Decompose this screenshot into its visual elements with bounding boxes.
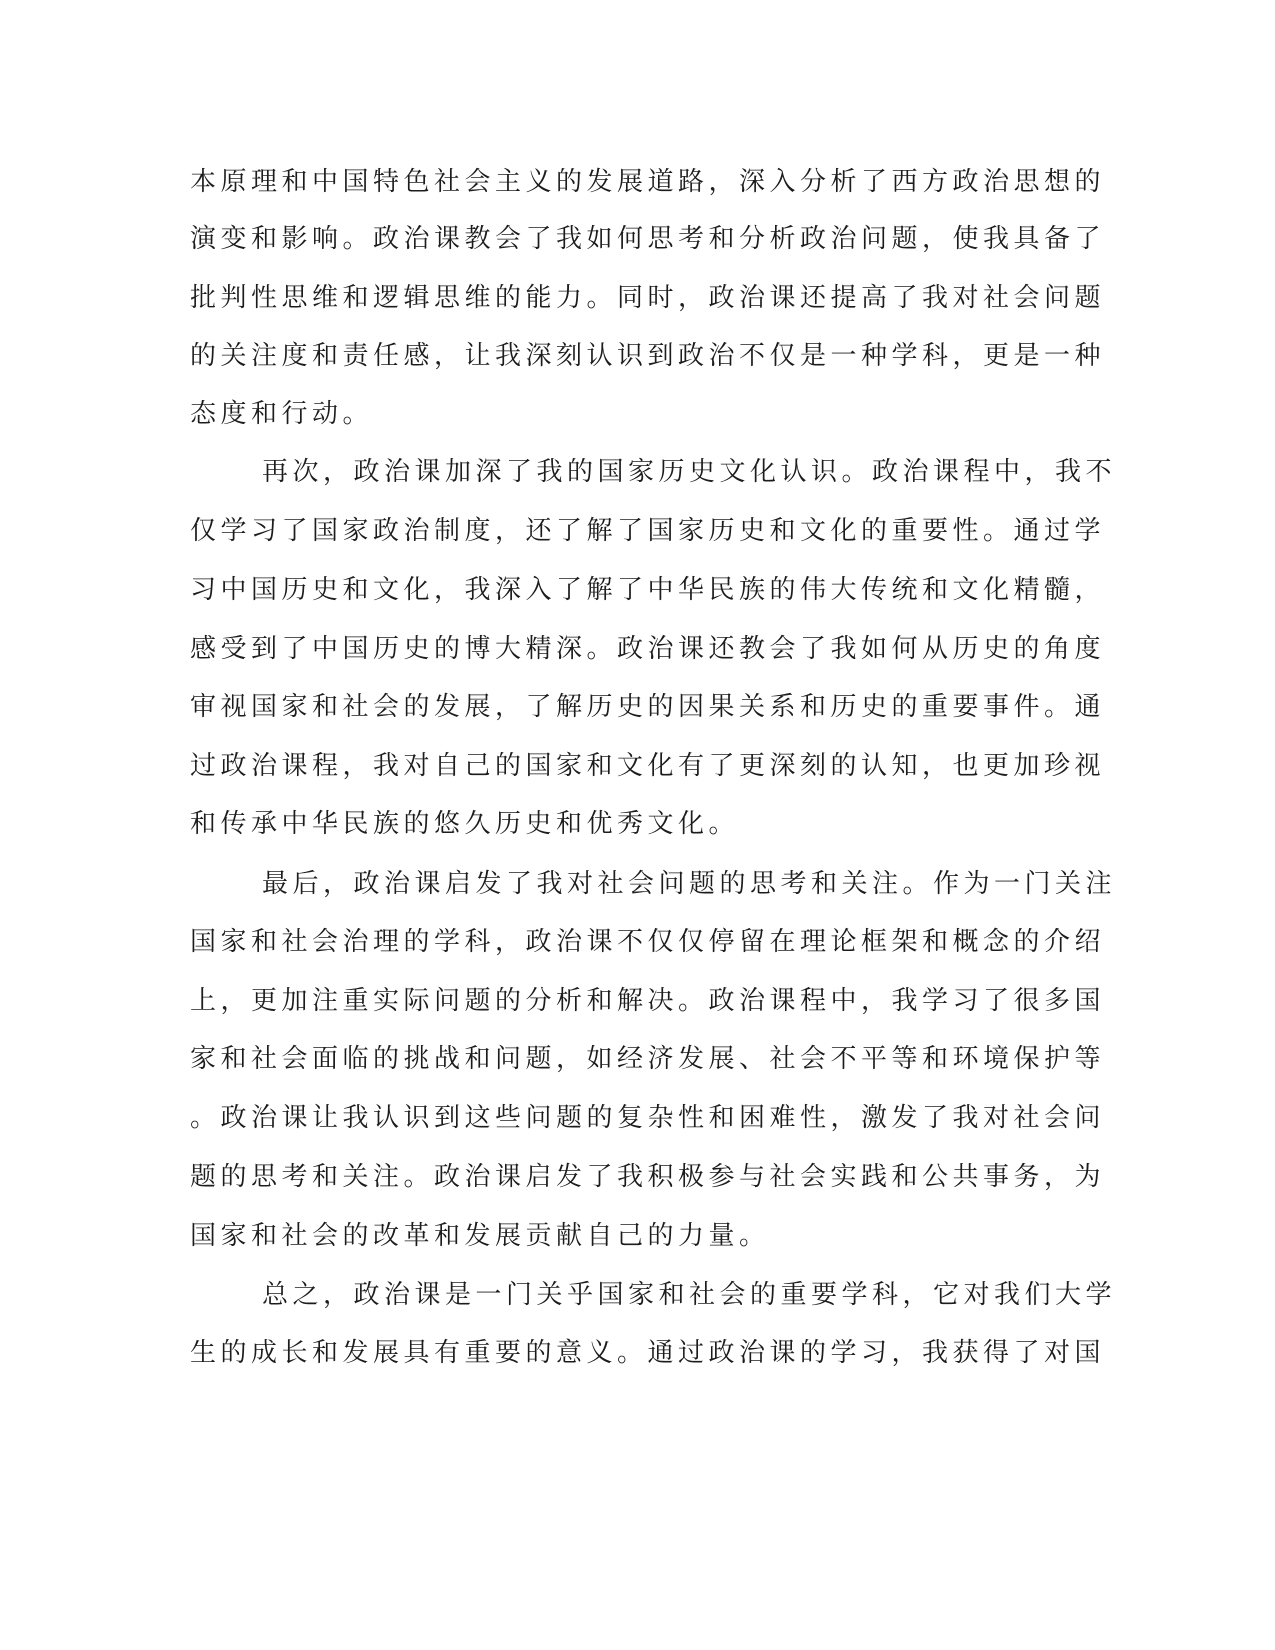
text-line: 和传承中华民族的悠久历史和优秀文化。 (190, 809, 740, 839)
text-line: 态度和行动。 (190, 399, 374, 429)
text-line: 国家和社会的改革和发展贡献自己的力量。 (190, 1221, 770, 1251)
text-line: 。政治课让我认识到这些问题的复杂性和困难性，激发了我对社会问 (190, 1103, 1106, 1133)
text-line: 习中国历史和文化，我深入了解了中华民族的伟大传统和文化精髓， (190, 575, 1106, 605)
text-line: 审视国家和社会的发展，了解历史的因果关系和历史的重要事件。通 (190, 692, 1106, 722)
paragraph-start-line: 总之，政治课是一门关乎国家和社会的重要学科，它对我们大学 (262, 1280, 1117, 1310)
text-line: 生的成长和发展具有重要的意义。通过政治课的学习，我获得了对国 (190, 1338, 1106, 1368)
text-line: 国家和社会治理的学科，政治课不仅仅停留在理论框架和概念的介绍 (190, 927, 1106, 957)
text-line: 本原理和中国特色社会主义的发展道路，深入分析了西方政治思想的 (190, 167, 1106, 197)
text-line: 过政治课程，我对自己的国家和文化有了更深刻的认知，也更加珍视 (190, 751, 1106, 781)
text-line: 的关注度和责任感，让我深刻认识到政治不仅是一种学科，更是一种 (190, 341, 1106, 371)
text-line: 题的思考和关注。政治课启发了我积极参与社会实践和公共事务，为 (190, 1162, 1106, 1192)
text-line: 上，更加注重实际问题的分析和解决。政治课程中，我学习了很多国 (190, 986, 1106, 1016)
paragraph-start-line: 再次，政治课加深了我的国家历史文化认识。政治课程中，我不 (262, 457, 1117, 487)
text-line: 演变和影响。政治课教会了我如何思考和分析政治问题，使我具备了 (190, 224, 1106, 254)
text-line: 家和社会面临的挑战和问题，如经济发展、社会不平等和环境保护等 (190, 1044, 1106, 1074)
text-line: 仅学习了国家政治制度，还了解了国家历史和文化的重要性。通过学 (190, 516, 1106, 546)
text-line: 感受到了中国历史的博大精深。政治课还教会了我如何从历史的角度 (190, 634, 1106, 664)
text-line: 批判性思维和逻辑思维的能力。同时，政治课还提高了我对社会问题 (190, 283, 1106, 313)
paragraph-start-line: 最后，政治课启发了我对社会问题的思考和关注。作为一门关注 (262, 869, 1117, 899)
